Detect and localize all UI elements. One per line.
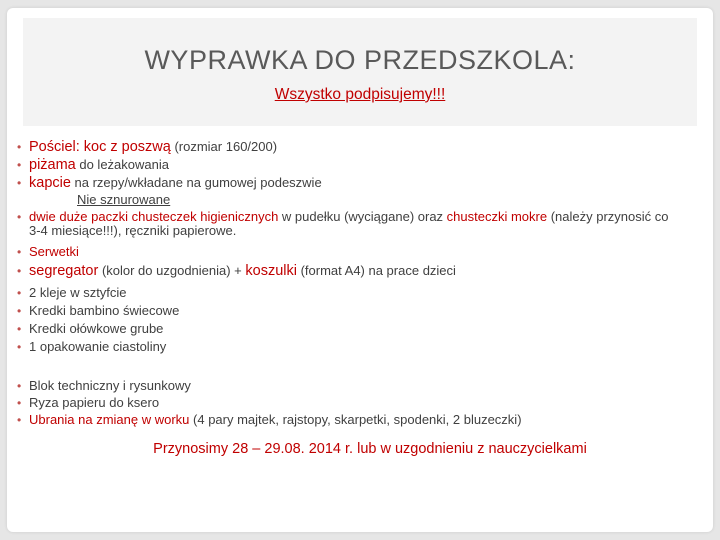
bullet: • (17, 286, 22, 300)
item-highlight-2: koszulki (245, 263, 297, 279)
item-highlight: Serwetki (29, 244, 79, 259)
bullet: • (17, 340, 22, 354)
slide-title: WYPRAWKA DO PRZEDSZKOLA: (144, 45, 576, 75)
title-box (23, 18, 697, 126)
list-item (17, 396, 159, 410)
bullet: • (17, 396, 22, 410)
item-text: 2 kleje w sztyfcie (29, 285, 127, 300)
bullet: • (17, 245, 22, 259)
bullet: • (17, 140, 22, 154)
item-text: do leżakowania (75, 157, 169, 172)
list-item (17, 304, 179, 318)
item-text: Kredki bambino świecowe (29, 303, 180, 318)
item-text: (kolor do uzgodnienia) + (98, 263, 246, 278)
item-highlight: Ubrania na zmianę w worku (29, 412, 190, 427)
delivery-note: Przynosimy 28 – 29.08. 2014 r. lub w uzgodnieniu z nauczycielkami (153, 441, 587, 457)
item-highlight: piżama (29, 157, 76, 173)
bullet: • (17, 210, 22, 224)
item-text: w pudełku (wyciągane) oraz (278, 209, 447, 224)
list-item (17, 176, 322, 190)
item-text: 1 opakowanie ciastoliny (29, 339, 167, 354)
bullet: • (17, 176, 22, 190)
item-text: na rzepy/wkładane na gumowej podeszwie (70, 175, 322, 190)
item-text: (4 pary majtek, rajstopy, skarpetki, spodenki, 2 bluzeczki) (189, 412, 522, 427)
slide-subtitle: Wszystko podpisujemy!!! (274, 86, 446, 103)
item-highlight: dwie duże paczki chusteczek higienicznych (29, 209, 279, 224)
item-text-2: (należy przynosić co 3-4 miesiące!!!), ręczniki papierowe. (29, 209, 669, 238)
list-item (17, 245, 79, 259)
item-text: Ryza papieru do ksero (29, 395, 160, 410)
item-text: (rozmiar 160/200) (170, 139, 278, 154)
list-item (17, 158, 169, 172)
list-item (17, 413, 589, 427)
item-text-2: (format A4) na prace dzieci (296, 263, 456, 278)
item-highlight-2: chusteczki mokre (446, 209, 548, 224)
list-item (17, 210, 669, 238)
list-item (17, 286, 127, 300)
list-item (17, 264, 456, 278)
item-highlight: segregator (29, 263, 99, 279)
list-item (17, 322, 163, 336)
list-item (77, 193, 170, 207)
item-text: Nie sznurowane (77, 192, 171, 207)
bullet: • (17, 413, 22, 427)
bullet: • (17, 322, 22, 336)
bullet: • (17, 304, 22, 318)
list-item (17, 340, 166, 354)
list-item (17, 140, 277, 154)
item-highlight: kapcie (29, 175, 71, 191)
item-text: Blok techniczny i rysunkowy (29, 378, 191, 393)
item-text: Kredki ołówkowe grube (29, 321, 164, 336)
list-item (17, 379, 191, 393)
bullet: • (17, 158, 22, 172)
bullet: • (17, 264, 22, 278)
item-highlight: Pościel: koc z poszwą (29, 139, 171, 155)
slide (7, 8, 713, 532)
bullet: • (17, 379, 22, 393)
